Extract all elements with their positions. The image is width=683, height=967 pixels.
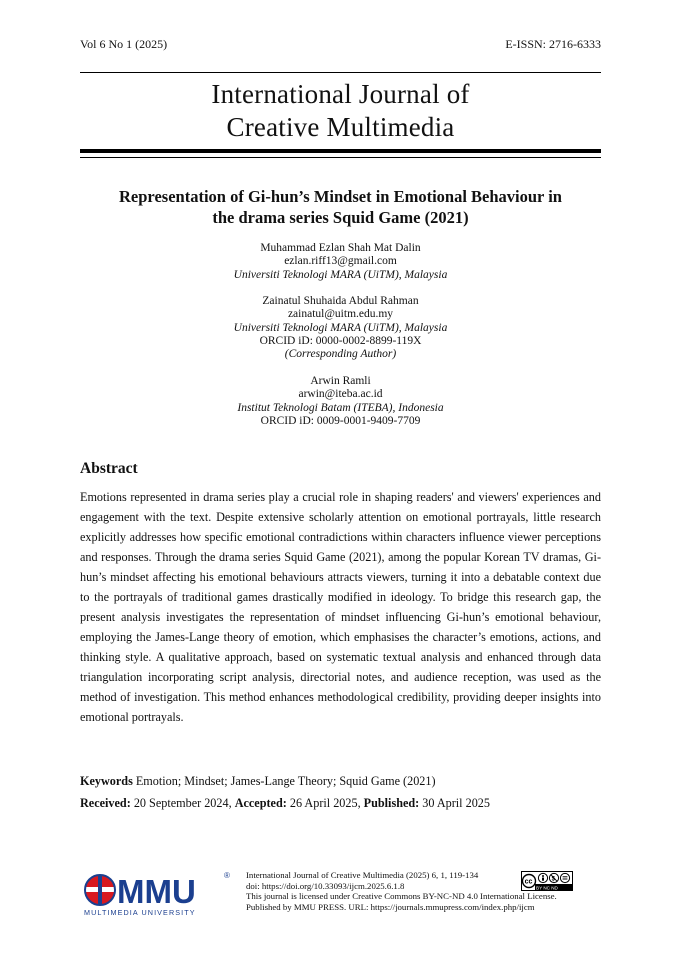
footer-publisher[interactable]: Published by MMU PRESS. URL: https://journals.mmupress.com/index.php/ijcm [246, 901, 535, 912]
header-rule-top [80, 72, 601, 73]
journal-title [80, 78, 601, 144]
author-affiliation: Universiti Teknologi MARA (UiTM), Malaysia [233, 268, 448, 281]
footer-license: This journal is licensed under Creative Commons BY-NC-ND 4.0 International License. [246, 891, 557, 902]
journal-title-line2: Creative Multimedia [226, 112, 455, 142]
author-email[interactable]: zainatul@uitm.edu.my [287, 308, 394, 321]
cc-license-badge[interactable] [521, 871, 573, 896]
author-email[interactable]: arwin@iteba.ac.id [298, 388, 383, 401]
issn: E-ISSN: 2716-6333 [505, 37, 601, 51]
article-title-line1: Representation of Gi-hun’s Mindset in Emotional Behaviour in [119, 187, 562, 206]
author-affiliation: Institut Teknologi Batam (ITEBA), Indonesia [237, 401, 444, 414]
svg-text:$: $ [551, 876, 555, 883]
journal-rule-thin [80, 157, 601, 158]
author-orcid: ORCID iD: 0009-0001-9409-7709 [260, 414, 421, 427]
logo-text: MMU [117, 873, 196, 910]
mmu-logo [82, 870, 232, 923]
article-title [80, 186, 601, 228]
footer-citation-block [246, 870, 557, 912]
author-3 [80, 375, 601, 428]
keywords-line [80, 770, 601, 792]
accepted-date: 26 April 2025, [286, 796, 364, 810]
volume-info: Vol 6 No 1 (2025) [80, 37, 168, 51]
accepted-label: Accepted: [234, 796, 287, 810]
abstract-body [80, 487, 601, 727]
author-1 [80, 242, 601, 282]
author-affiliation: Universiti Teknologi MARA (UiTM), Malaysia [233, 321, 448, 334]
abstract-heading: Abstract [80, 460, 138, 477]
author-name: Arwin Ramli [310, 375, 371, 387]
received-date: 20 September 2024, [130, 796, 235, 810]
keywords-text: Emotion; Mindset; James-Lange Theory; Squid Game (2021) [132, 774, 436, 788]
article-title-line2: the drama series Squid Game (2021) [212, 208, 469, 227]
author-email[interactable]: ezlan.riff13@gmail.com [284, 255, 397, 268]
footer-citation: International Journal of Creative Multimedia (2025) 6, 1, 119-134 [246, 870, 479, 880]
author-name: Muhammad Ezlan Shah Mat Dalin [260, 242, 421, 254]
keywords-and-dates [80, 770, 601, 814]
published-label: Published: [363, 796, 420, 810]
journal-title-line1: International Journal of [211, 79, 470, 109]
svg-text:®: ® [224, 871, 230, 880]
received-label: Received: [80, 796, 131, 810]
abstract-text: Emotions represented in drama series play a crucial role in shaping readers' and viewers' experiences and engagement with the text. Despite extensive scholarly attention on emotional portrayals, little research explicitly addresses how specific emotional contradictions within characters influence viewer perceptions and responses. Through the drama series Squid Game (2021), among the popular Korean TV dramas, Gi-hun’s mindset affecting his emotional behaviours attracts viewers, turning it into a debatable context due to the portrayals of traditional games drastically modified in ideology. To bridge this research gap, the present analysis investigates the representation of mindset influencing Gi-hun’s emotional behaviour, employing the James-Lange theory of emotion, which emphasises the character’s emotions, actions, and thinking style. A qualitative approach, based on systematic textual analysis and enhanced through data triangulation incorporating script analysis, directorial notes, and audience reception, was used as the method of investigation. This method enhances methodological credibility, providing deeper insights into emotional portrayals. [80, 490, 601, 724]
journal-rule-thick [80, 149, 601, 153]
author-2 [80, 295, 601, 361]
mmu-logo-graphic [82, 870, 232, 918]
author-orcid: ORCID iD: 0000-0002-8899-119X [259, 334, 422, 347]
cc-by-nc-nd-icon [521, 871, 573, 891]
author-role: (Corresponding Author) [284, 348, 397, 361]
author-name: Zainatul Shuhaida Abdul Rahman [262, 295, 419, 307]
keywords-label: Keywords [80, 774, 133, 788]
dates-line [80, 792, 601, 814]
published-date: 30 April 2025 [419, 796, 490, 810]
logo-subtext: MULTIMEDIA UNIVERSITY [84, 908, 196, 917]
cc-text: cc [524, 878, 533, 886]
footer-doi[interactable]: doi: https://doi.org/10.33093/ijcm.2025.6.1.8 [246, 880, 405, 891]
cc-subtext: BY NC ND [536, 885, 558, 891]
